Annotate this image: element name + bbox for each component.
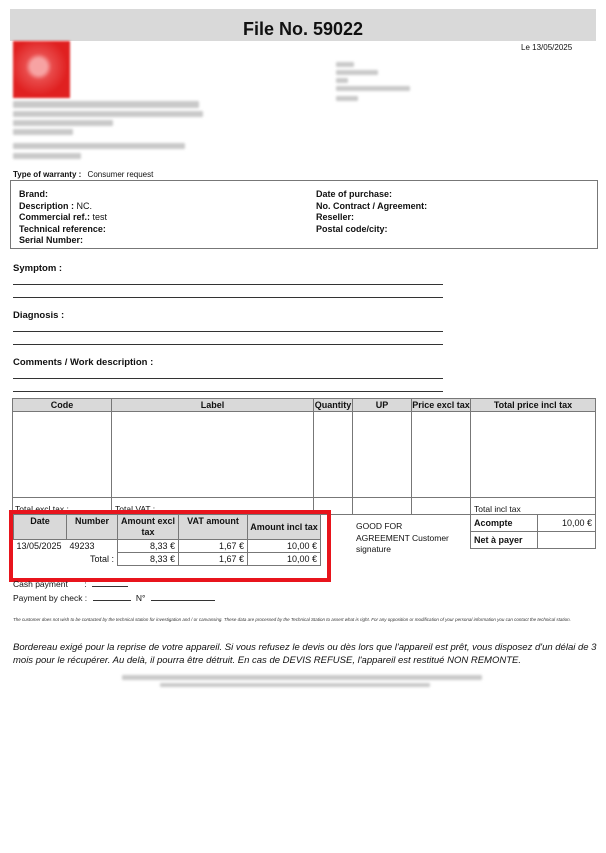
serial-number-row: Serial Number: <box>19 235 84 245</box>
device-info-left <box>19 189 107 247</box>
comments-heading: Comments / Work description : <box>13 357 154 368</box>
acompte-value: 10,00 € <box>538 515 596 532</box>
total-vat-label: Total VAT : <box>112 498 314 515</box>
sum-col-date: Date <box>14 515 67 540</box>
page-title: File No. 59022 <box>10 9 596 41</box>
sum-col-number: Number <box>67 515 118 540</box>
symptom-line <box>13 284 443 285</box>
brand-row: Brand: <box>19 189 48 199</box>
net-value <box>538 532 596 549</box>
warranty-label: Type of warranty : <box>13 170 82 179</box>
sum-vat: 1,67 € <box>179 540 248 553</box>
col-label: Label <box>112 399 314 412</box>
highlight-frame <box>9 510 331 582</box>
check-line <box>93 600 131 601</box>
reseller-row: Reseller: <box>316 212 355 222</box>
check-no-line <box>151 600 215 601</box>
col-code: Code <box>13 399 112 412</box>
privacy-fine-print: The customer does not wish to be contacted by the technical station for investigation and / or canvassing. These data are processed by the Technical Station to assert what is right. For any opposition or modification of your personal information you can contact the technical station. <box>13 617 571 622</box>
warranty-value: Consumer request <box>87 170 154 179</box>
payment-table <box>470 514 596 549</box>
symptom-heading: Symptom : <box>13 263 63 274</box>
col-up: UP <box>353 399 412 412</box>
footer-redacted <box>160 683 430 687</box>
sum-col-amount-incl: Amount incl tax <box>248 515 321 540</box>
sum-total-excl: 8,33 € <box>118 553 179 566</box>
technical-reference-row: Technical reference: <box>19 223 106 234</box>
comments-line <box>13 378 443 379</box>
device-info-box <box>10 180 598 249</box>
commercial-ref-row: Commercial ref.: test <box>19 212 108 222</box>
cash-payment <box>13 579 128 589</box>
total-incl-label: Total incl tax <box>471 498 596 515</box>
sum-date: 13/05/2025 <box>16 541 62 552</box>
acompte-label: Acompte <box>471 515 538 532</box>
col-total-incl: Total price incl tax <box>471 399 596 412</box>
diagnosis-line <box>13 331 443 332</box>
items-body-row <box>13 412 596 498</box>
postal-code-row: Postal code/city: <box>316 223 388 234</box>
document-date: Le 13/05/2025 <box>521 43 573 52</box>
company-logo <box>13 41 70 98</box>
diagnosis-line <box>13 344 443 345</box>
sum-total-vat: 1,67 € <box>179 553 248 566</box>
symptom-line <box>13 297 443 298</box>
sum-amount-incl: 10,00 € <box>248 540 321 553</box>
net-label: Net à payer <box>471 532 538 549</box>
check-no-label: N° <box>135 593 146 603</box>
device-info-right <box>316 189 427 235</box>
comments-line <box>13 391 443 392</box>
sum-total-label: Total : <box>89 554 114 564</box>
sum-col-amount-excl: Amount excl tax <box>118 515 179 540</box>
warranty-type <box>13 170 153 179</box>
pickup-notice: Bordereau exigé pour la reprise de votre appareil. Si vous refusez le devis ou dès lors que l'appareil est prêt, vous disposez d'un délai de 3 mois pour le récupérer. Au delà, il pourra être détruit. En cas de DEVIS REFUSE, l'appareil est restitué NON REMONTE. <box>13 642 597 666</box>
contract-row: No. Contract / Agreement: <box>316 200 428 211</box>
sum-total-incl: 10,00 € <box>248 553 321 566</box>
col-quantity: Quantity <box>314 400 352 410</box>
agreement-signature: GOOD FOR AGREEMENT Customer signature <box>356 521 449 554</box>
check-label: Payment by check : <box>13 593 88 603</box>
total-excl-label: Total excl tax : <box>13 498 112 515</box>
purchase-date-row: Date of purchase: <box>316 189 393 199</box>
cash-label: Cash payment <box>13 579 68 589</box>
diagnosis-heading: Diagnosis : <box>13 310 65 321</box>
sum-number: 49233 <box>69 541 95 552</box>
check-payment <box>13 593 215 603</box>
description-row: Description : NC. <box>19 200 93 211</box>
col-price-excl: Price excl tax <box>412 400 470 410</box>
items-table <box>12 398 596 515</box>
sum-col-vat: VAT amount <box>179 515 248 540</box>
footer-redacted <box>122 675 482 680</box>
cash-line <box>92 586 128 587</box>
sum-amount-excl: 8,33 € <box>118 540 179 553</box>
cash-sep: : <box>84 579 87 589</box>
